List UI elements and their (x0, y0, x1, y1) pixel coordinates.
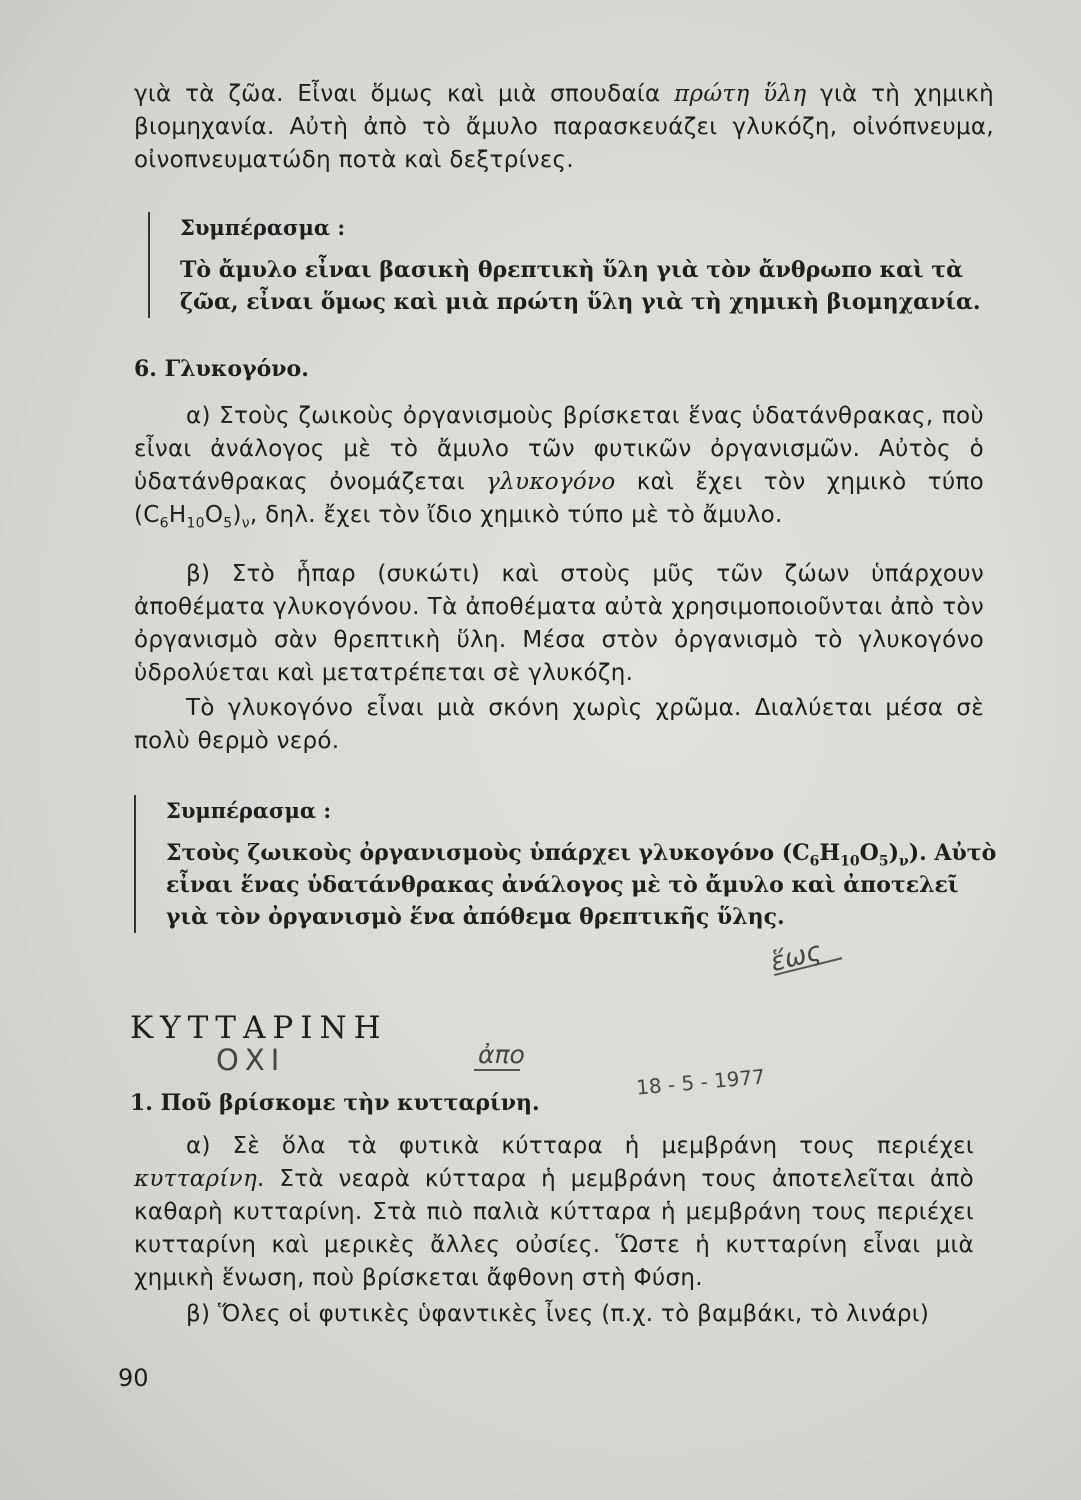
handwritten-date: 18 - 5 - 1977 (635, 1064, 766, 1100)
text: καὶ ἔχει τὸν χημικὸ τύπο (615, 469, 984, 495)
text: α) Σὲ ὅλα τὰ φυτικὰ κύτταρα ἡ μεμβράνη τους περιέχει (186, 1133, 974, 1159)
chapter-title: ΚΥΤΤΑΡΙΝΗ (130, 1010, 388, 1046)
text: γιὰ τὰ ζῶα. Εἶναι ὅμως καὶ μιὰ σπουδαία (134, 81, 675, 107)
conclusion-box-glycogen (134, 795, 1006, 933)
text: α) Στοὺς ζωικοὺς ὀργανισμοὺς βρίσκεται ἕνας ὑδατάνθρακας, ποὺ εἶναι ἀνάλογος μὲ τὸ ἄμυλο τῶν φυτικῶν ὀργανισμῶν. Αὐτὸς ὁ ὑδατάνθρακας ὀνομάζεται (134, 403, 984, 495)
paragraph-cellulose-beta: β) Ὅλες οἱ φυτικὲς ὑφαντικὲς ἶνες (π.χ. τὸ βαμβάκι, τὸ λινάρι) (186, 1301, 930, 1327)
paragraph-glycogen-powder: Τὸ γλυκογόνο εἶναι μιὰ σκόνη χωρὶς χρῶμα. Διαλύεται μέσα σὲ πολὺ θερμὸ νερό. (134, 695, 984, 754)
conclusion-box-starch (148, 212, 1000, 318)
chemical-formula: $(C_6H_{10}O_5)_\nu$ (134, 502, 250, 532)
conclusion-text: Στοὺς ζωικοὺς ὀργανισμοὺς ὑπάρχει γλυκογόνο $(C_6H_{10}O_5)_\nu$). Αὐτὸ εἶναι ἕνας ὑδατάνθρακας ἀνάλογος μὲ τὸ ἄμυλο καὶ ἀποτελεῖ γιὰ τὸν ὀργανισμὸ ἕνα ἀπόθεμα θρεπτικῆς ὕλης. (166, 840, 997, 930)
section-heading-cellulose: 1. Ποῦ βρίσκομε τὴν κυτταρίνη. (130, 1090, 540, 1116)
italic-term: κυτταρίνη (134, 1166, 258, 1192)
conclusion-title: Συμπέρασμα : (180, 215, 346, 240)
italic-term: πρώτη ὕλη (674, 81, 807, 107)
text: . Στὰ νεαρὰ κύτταρα ἡ μεμβράνη τους ἀποτελεῖται ἀπὸ καθαρὴ κυτταρίνη. Στὰ πιὸ παλιὰ κύτταρα ἡ μεμβράνη τους περιέχει κυτταρίνη καὶ μερικὲς ἄλλες οὐσίες. Ὥστε ἡ κυτταρίνη εἶναι μιὰ χημικὴ ἕνωση, ποὺ βρίσκεται ἄφθονη στὴ Φύση. (134, 1166, 974, 1291)
text: γιὰ τὴ χημικὴ βιομηχανία. Αὐτὴ ἀπὸ τὸ ἄμυλο παρασκευάζει γλυκόζη, οἰνόπνευμα, οἰνοπνευματώδη ποτὰ καὶ δεξτρίνες. (134, 81, 995, 173)
conclusion-text: Τὸ ἄμυλο εἶναι βασικὴ θρεπτικὴ ὕλη γιὰ τὸν ἄνθρωπο καὶ τὰ ζῶα, εἶναι ὅμως καὶ μιὰ πρώτη ὕλη γιὰ τὴ χημικὴ βιομηχανία. (180, 257, 981, 315)
section-heading-glycogen: 6. Γλυκογόνο. (134, 356, 309, 382)
page-number: 90 (118, 1364, 149, 1392)
italic-term: γλυκογόνο (486, 469, 616, 495)
paragraph-glycogen-alpha (134, 400, 984, 532)
paragraph-starch-industry (134, 78, 994, 177)
text: , δηλ. ἔχει τὸν ἴδιο χημικὸ τύπο μὲ τὸ ἄμυλο. (249, 502, 783, 528)
handwritten-note-apo: ἀπο (478, 1040, 525, 1071)
conclusion-title: Συμπέρασμα : (166, 798, 332, 823)
handwritten-note-oxi: ΟΧΙ (216, 1043, 286, 1077)
paragraph-glycogen-beta: β) Στὸ ἧπαρ (συκώτι) καὶ στοὺς μῦς τῶν ζώων ὑπάρχουν ἀποθέματα γλυκογόνου. Τὰ ἀποθέματα αὐτὰ χρησιμοποιοῦνται ἀπὸ τὸν ὀργανισμὸ σὰν θρεπτικὴ ὕλη. Μέσα στὸν ὀργανισμὸ τὸ γλυκογόνο ὑδρολύεται καὶ μετατρέπεται σὲ γλυκόζη. (134, 561, 984, 686)
paragraph-cellulose-alpha (134, 1130, 974, 1295)
handwritten-note-eos: ἕως (768, 932, 843, 976)
